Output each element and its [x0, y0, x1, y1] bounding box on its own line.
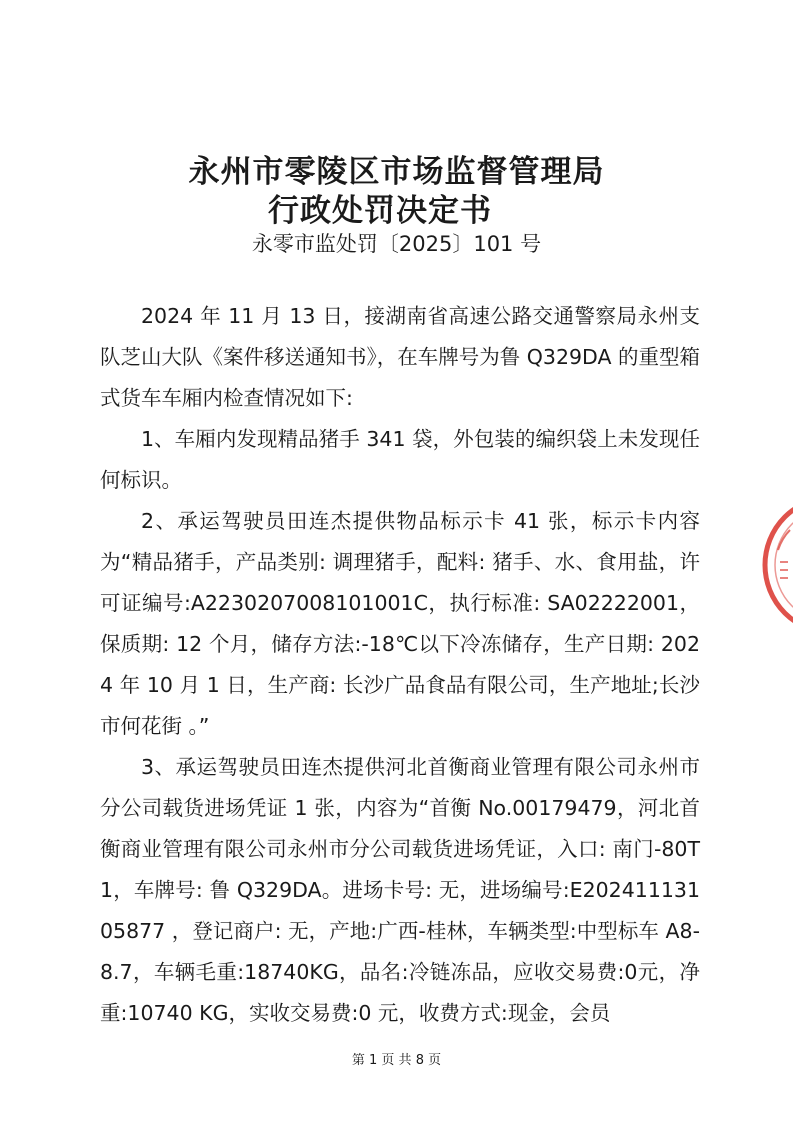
document-number: 永零市监处罚〔2025〕101 号 — [251, 232, 542, 256]
document-title-line2: 行政处罚决定书 — [268, 193, 492, 229]
paragraph-item-1: 1、车厢内发现精品猪手 341 袋，外包装的编织袋上未发现任何标识。 — [100, 427, 700, 492]
document-body — [100, 296, 700, 1034]
paragraph-item-3: 3、承运驾驶员田连杰提供河北首衡商业管理有限公司永州市分公司载货进场凭证 1 张，内容为“首衡 No.00179479，河北首衡商业管理有限公司永州市分公司载货进场凭证，入口: 南门-80T1，车牌号: 鲁 Q329DA。进场卡号: 无，进场编号:E20241113105877 ，登记商户: 无，产地:广西-桂林，车辆类型:中型标车 A8-8.7，车辆毛重:18740KG，品名:冷链冻品，应收交易费:0元，净重:10740 KG，实收交易费:0 元，收费方式:现金，会员 — [100, 755, 700, 1025]
paragraph-item-2: 2、承运驾驶员田连杰提供物品标示卡 41 张，标示卡内容为“精品猪手，产品类别: 调理猪手，配料: 猪手、水、食用盐，许可证编号:A2230207008101001C，执行标准: SA02222001，保质期: 12 个月，储存方法:-18℃以下冷冻储存，生产日期: 2024 年 10 月 1 日，生产商: 长沙广品食品有限公司，生产地址;长沙市何花街 。” — [100, 509, 700, 738]
official-seal-icon — [758, 490, 793, 640]
paragraph-intro: 2024 年 11 月 13 日，接湖南省高速公路交通警察局永州支队芝山大队《案件移送通知书》，在车牌号为鲁 Q329DA 的重型箱式货车车厢内检查情况如下: — [100, 304, 700, 410]
document-title-line1: 永州市零陵区市场监督管理局 — [188, 154, 605, 190]
page-indicator: 第 1 页 共 8 页 — [351, 1053, 442, 1068]
